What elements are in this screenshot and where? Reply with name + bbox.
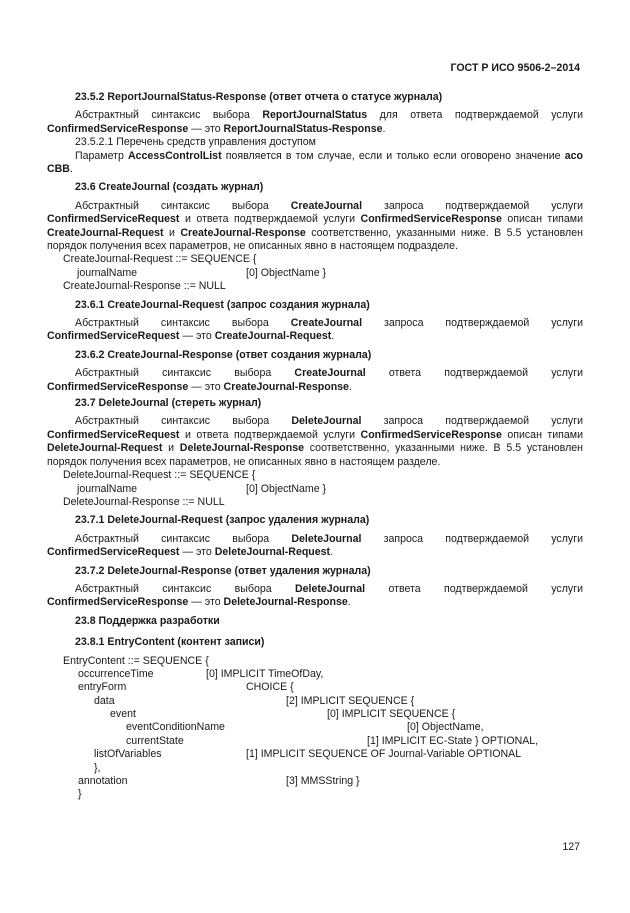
code-line: },: [94, 761, 101, 774]
code-field-name: journalName: [77, 482, 138, 495]
paragraph: Абстрактный синтаксис выбора ReportJournalStatus для ответа подтверждаемой услуги ConfirmedServiceResponse — это ReportJournalStatus-Response.: [47, 109, 583, 135]
paragraph: Абстрактный синтаксис выбора CreateJournal запроса подтверждаемой услуги ConfirmedServiceRequest и ответа подтверждаемой услуги ConfirmedServiceResponse описан типами CreateJournal-Request и CreateJournal-Response соответственно, указанными ниже. В 5.5 установлен порядок получения всех параметров, не описанных явно в настоящем подразделе.: [47, 199, 583, 253]
code-line: DeleteJournal-Request ::= SEQUENCE {: [63, 469, 256, 482]
code-field-type: [0] IMPLICIT SEQUENCE {: [327, 708, 456, 721]
paragraph: Абстрактный синтаксис выбора CreateJournal запроса подтверждаемой услуги ConfirmedServiceRequest — это CreateJournal-Request.: [47, 317, 583, 343]
code-line: CreateJournal-Response ::= NULL: [63, 280, 226, 293]
code-field-type: CHOICE {: [246, 681, 294, 694]
code-field-type: [0] IMPLICIT TimeOfDay,: [206, 667, 324, 680]
heading-23-6-2: 23.6.2 CreateJournal-Response (ответ создания журнала): [75, 348, 372, 361]
code-field-type: [2] IMPLICIT SEQUENCE {: [286, 694, 415, 707]
code-line: }: [78, 788, 82, 801]
standard-designation: ГОСТ Р ИСО 9506-2–2014: [450, 62, 580, 74]
code-field-type: [3] MMSString }: [286, 775, 360, 788]
heading-23-7: 23.7 DeleteJournal (стереть журнал): [75, 397, 262, 410]
code-line: DeleteJournal-Response ::= NULL: [63, 495, 225, 508]
code-field-name: eventConditionName: [126, 721, 225, 734]
code-field-type: [1] IMPLICIT SEQUENCE OF Journal-Variable OPTIONAL: [246, 748, 522, 761]
paragraph: Абстрактный синтаксис выбора DeleteJournal запроса подтверждаемой услуги ConfirmedServiceRequest — это DeleteJournal-Request.: [47, 532, 583, 559]
heading-23-8-1: 23.8.1 EntryContent (контент записи): [75, 636, 265, 649]
code-field-name: entryForm: [78, 681, 127, 694]
code-line: CreateJournal-Request ::= SEQUENCE {: [63, 253, 257, 266]
asn1-code-block: [47, 253, 583, 293]
code-field-type: [0] ObjectName }: [246, 482, 327, 495]
heading-23-6-1: 23.6.1 CreateJournal-Request (запрос создания журнала): [75, 298, 370, 311]
paragraph: Параметр AccessControlList появляется в том случае, если и только если оговорено значение aco CBB.: [47, 149, 583, 176]
paragraph: Абстрактный синтаксис выбора DeleteJournal ответа подтверждаемой услуги ConfirmedServiceResponse — это DeleteJournal-Response.: [47, 582, 583, 609]
code-field-name: listOfVariables: [94, 748, 162, 761]
heading-23-8: 23.8 Поддержка разработки: [75, 614, 220, 627]
page-content: [47, 91, 583, 802]
code-field-name: annotation: [78, 775, 128, 788]
code-field-type: [0] ObjectName }: [246, 266, 327, 279]
code-field-name: occurrenceTime: [78, 667, 154, 680]
code-field-name: data: [94, 694, 115, 707]
code-field-name: currentState: [126, 734, 184, 747]
heading-23-6: 23.6 CreateJournal (создать журнал): [75, 181, 264, 194]
heading-23-5-2: 23.5.2 ReportJournalStatus-Response (ответ отчета о статусе журнала): [75, 91, 443, 103]
heading-23-7-1: 23.7.1 DeleteJournal-Request (запрос удаления журнала): [75, 514, 370, 527]
heading-23-7-2: 23.7.2 DeleteJournal-Response (ответ удаления журнала): [75, 564, 371, 577]
code-field-type: [0] ObjectName,: [407, 721, 484, 734]
asn1-code-block: [47, 469, 583, 509]
code-field-type: [1] IMPLICIT EC-State } OPTIONAL,: [367, 734, 539, 747]
page-number: 127: [562, 841, 580, 853]
code-field-name: event: [110, 708, 136, 721]
paragraph: Абстрактный синтаксис выбора DeleteJournal запроса подтверждаемой услуги ConfirmedServiceRequest и ответа подтверждаемой услуги ConfirmedServiceResponse описан типами DeleteJournal-Request и DeleteJournal-Response соответственно, указанными ниже. В 5.5 установлен порядок получения всех параметров, не описанных явно в настоящем разделе.: [47, 415, 583, 468]
asn1-code-block: [47, 655, 583, 802]
code-field-name: journalName: [77, 266, 138, 279]
code-line: EntryContent ::= SEQUENCE {: [63, 654, 209, 667]
subclause-23-5-2-1: 23.5.2.1 Перечень средств управления доступом: [75, 136, 316, 149]
paragraph: Абстрактный синтаксис выбора CreateJournal ответа подтверждаемой услуги ConfirmedServiceResponse — это CreateJournal-Response.: [47, 367, 583, 393]
